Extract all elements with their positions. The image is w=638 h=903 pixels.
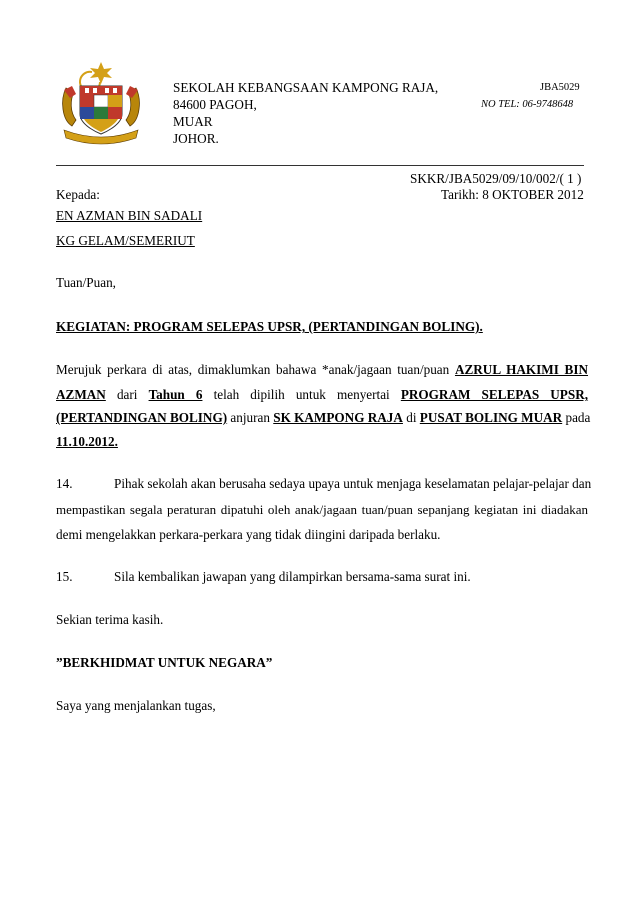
word-di: di [406, 410, 417, 425]
para14-line1: Pihak sekolah akan berusaha sedaya upaya untuk menjaga keselamatan pelajar-pelajar dan [114, 476, 592, 491]
salutation: Tuan/Puan, [56, 275, 116, 290]
motto: ”BERKHIDMAT UNTUK NEGARA” [56, 655, 273, 670]
para1-line2 [56, 387, 588, 403]
para1-line3 [56, 410, 590, 426]
phone-number: NO TEL: 06-9748648 [481, 99, 574, 110]
word-dari: dari [116, 387, 138, 402]
para14-number: 14. [56, 476, 73, 491]
para14-line2: mempastikan segala peraturan dipatuhi oleh anak/jagaan tuan/puan sepanjang kegiatan ini diadakan [56, 502, 588, 517]
to-label: Kepada: [56, 187, 100, 202]
student-name-part2: AZMAN [56, 387, 106, 402]
para1-line1 [56, 362, 588, 378]
venue: PUSAT BOLING MUAR [419, 410, 563, 425]
letter-date: Tarikh: 8 OKTOBER 2012 [441, 187, 584, 202]
address-line-2: MUAR [173, 114, 213, 129]
sign-off: Saya yang menjalankan tugas, [56, 698, 216, 713]
student-class: Tahun 6 [148, 387, 203, 402]
reference-number: SKKR/JBA5029/09/10/002/( 1 ) [410, 171, 582, 186]
para15-number: 15. [56, 569, 73, 584]
school-name: SEKOLAH KEBANGSAAN KAMPONG RAJA, [173, 80, 439, 95]
para1-text: Merujuk perkara di atas, dimaklumkan bahawa *anak/jagaan tuan/puan [56, 362, 450, 377]
header-divider [56, 165, 584, 166]
school-code: JBA5029 [540, 82, 580, 93]
organizer: SK KAMPONG RAJA [273, 410, 403, 425]
coat-of-arms-crest [58, 60, 144, 146]
para15-text: Sila kembalikan jawapan yang dilampirkan bersama-sama surat ini. [114, 569, 471, 584]
para1-line2-text: telah dipilih untuk menyertai [213, 387, 390, 402]
address-line-1: 84600 PAGOH, [173, 97, 257, 112]
closing: Sekian terima kasih. [56, 612, 164, 627]
event-date: 11.10.2012. [56, 434, 118, 449]
recipient-name: EN AZMAN BIN SADALI [56, 208, 203, 223]
para14-line3: demi mengelakkan perkara-perkara yang tidak diingini daripada berlaku. [56, 527, 441, 542]
student-name-part1: AZRUL HAKIMI BIN [454, 362, 589, 377]
program-name-part1: PROGRAM SELEPAS UPSR, [400, 387, 589, 402]
word-pada: pada [565, 410, 591, 425]
word-anjuran: anjuran [230, 410, 270, 425]
address-line-3: JOHOR. [173, 131, 219, 146]
subject-line: KEGIATAN: PROGRAM SELEPAS UPSR, (PERTANDINGAN BOLING). [56, 319, 483, 334]
program-name-part2: (PERTANDINGAN BOLING) [56, 410, 228, 425]
recipient-address: KG GELAM/SEMERIUT [56, 233, 195, 248]
